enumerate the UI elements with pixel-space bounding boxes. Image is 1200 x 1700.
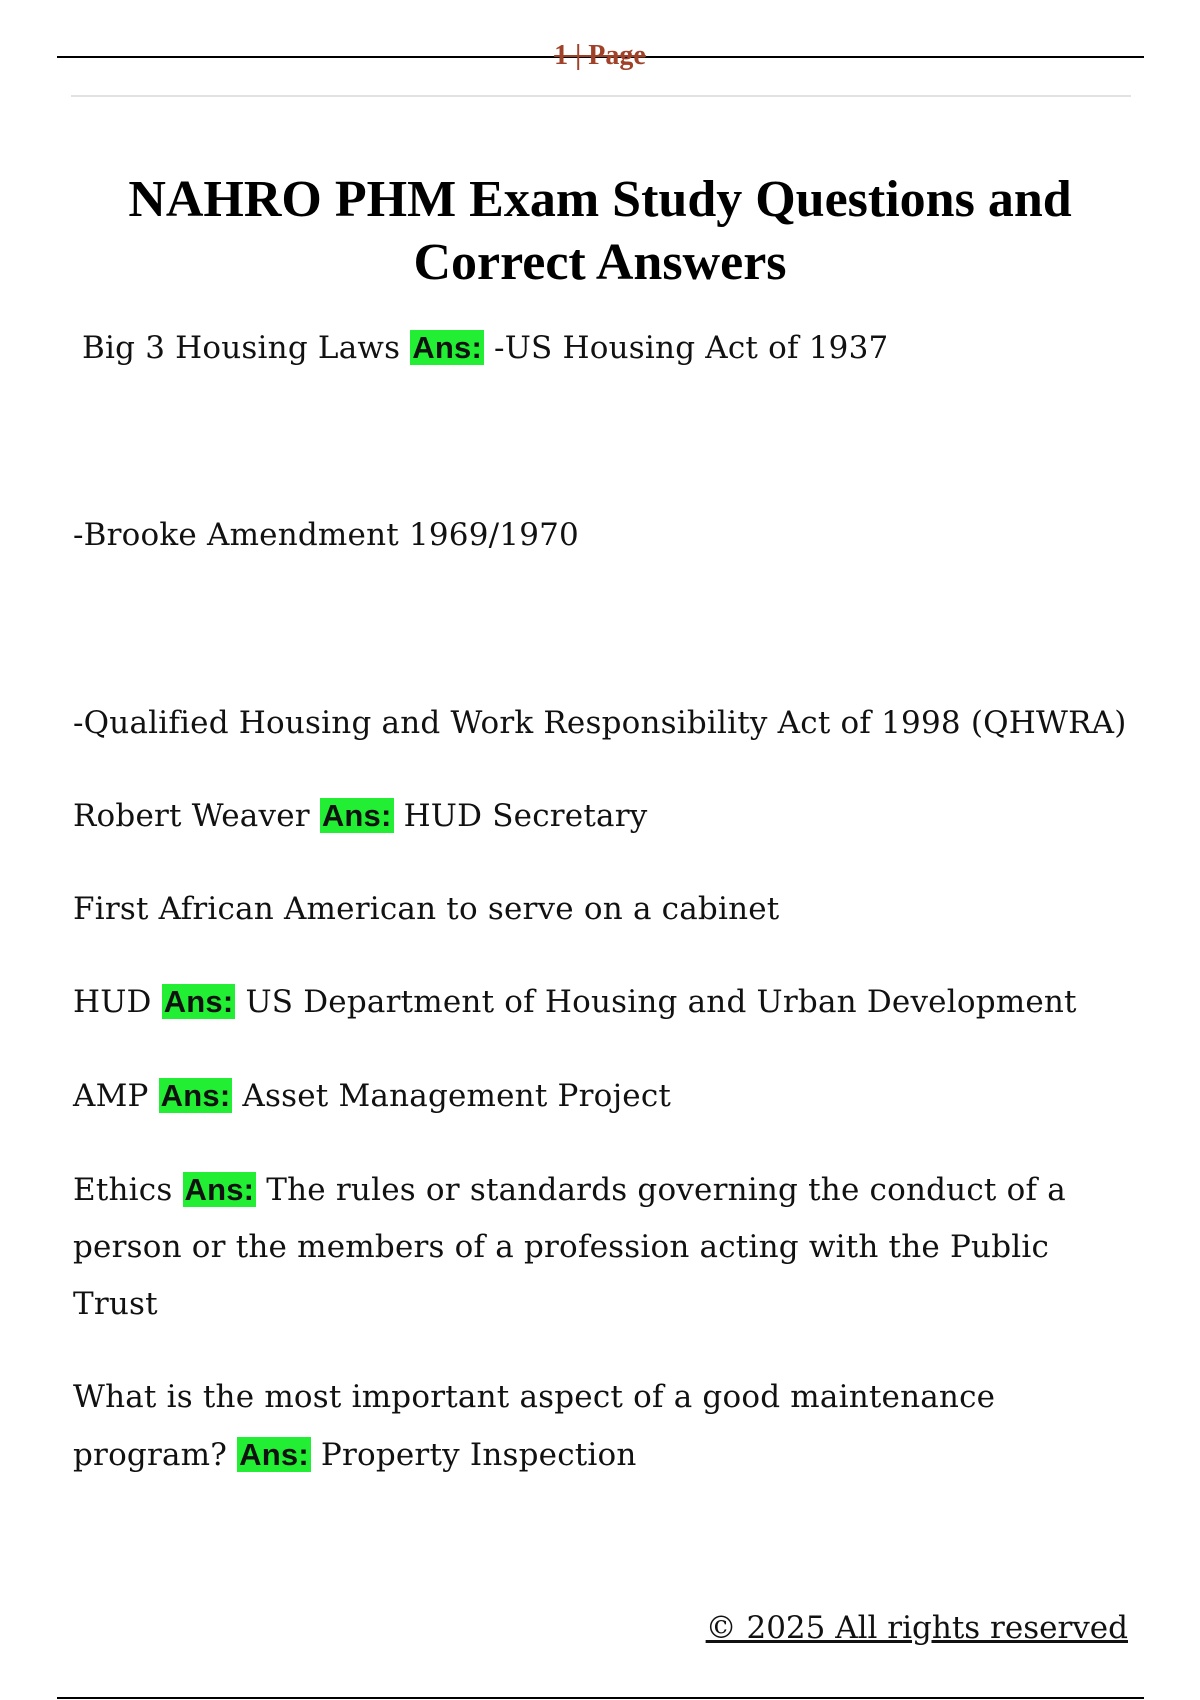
question-text: program?	[73, 1437, 228, 1473]
answer-label: Ans:	[184, 1172, 255, 1207]
question-text: HUD	[73, 984, 152, 1020]
question-text-line-1: What is the most important aspect of a good maintenance	[73, 1379, 996, 1415]
qa-item-ethics	[73, 1161, 1133, 1333]
copyright-notice: © 2025 All rights reserved	[705, 1610, 1128, 1646]
question-text: Robert Weaver	[73, 798, 310, 834]
qa-item-big-3-housing-laws	[82, 320, 888, 376]
answer-text-line-3: Trust	[73, 1286, 158, 1322]
answer-text: Asset Management Project	[242, 1078, 672, 1114]
answer-text: The rules or standards governing the conduct of a	[266, 1172, 1066, 1208]
answer-text: -US Housing Act of 1937	[494, 330, 889, 366]
answer-label: Ans:	[412, 330, 482, 365]
qa-item-robert-weaver	[73, 788, 647, 844]
answer-text: Property Inspection	[320, 1437, 637, 1473]
answer-label: Ans:	[239, 1437, 309, 1472]
ethics-line-1	[73, 1161, 1133, 1219]
qa-item-hud	[73, 974, 1077, 1030]
answer-label: Ans:	[163, 984, 234, 1019]
footer-rule	[57, 1697, 1144, 1699]
header-divider	[71, 95, 1131, 97]
answer-label: Ans:	[321, 798, 392, 833]
question-line-2	[73, 1426, 1133, 1484]
answer-continuation: -Brooke Amendment 1969/1970	[73, 517, 579, 553]
page-number-label: 1 | Page	[554, 40, 646, 71]
answer-continuation: -Qualified Housing and Work Responsibility Act of 1998 (QHWRA)	[73, 705, 1127, 741]
qa-item-maintenance-program	[73, 1369, 1133, 1484]
question-text: Big 3 Housing Laws	[82, 330, 401, 366]
question-text: Ethics	[73, 1172, 173, 1208]
answer-text: HUD Secretary	[403, 798, 648, 834]
answer-label: Ans:	[160, 1078, 231, 1113]
answer-text: US Department of Housing and Urban Development	[245, 984, 1077, 1020]
answer-text-line-2: person or the members of a profession acting with the Public	[73, 1229, 1050, 1265]
document-title: NAHRO PHM Exam Study Questions and Correct Answers	[128, 171, 1072, 291]
question-text: AMP	[73, 1078, 149, 1114]
answer-continuation: First African American to serve on a cabinet	[73, 891, 780, 927]
qa-item-amp	[73, 1068, 671, 1124]
